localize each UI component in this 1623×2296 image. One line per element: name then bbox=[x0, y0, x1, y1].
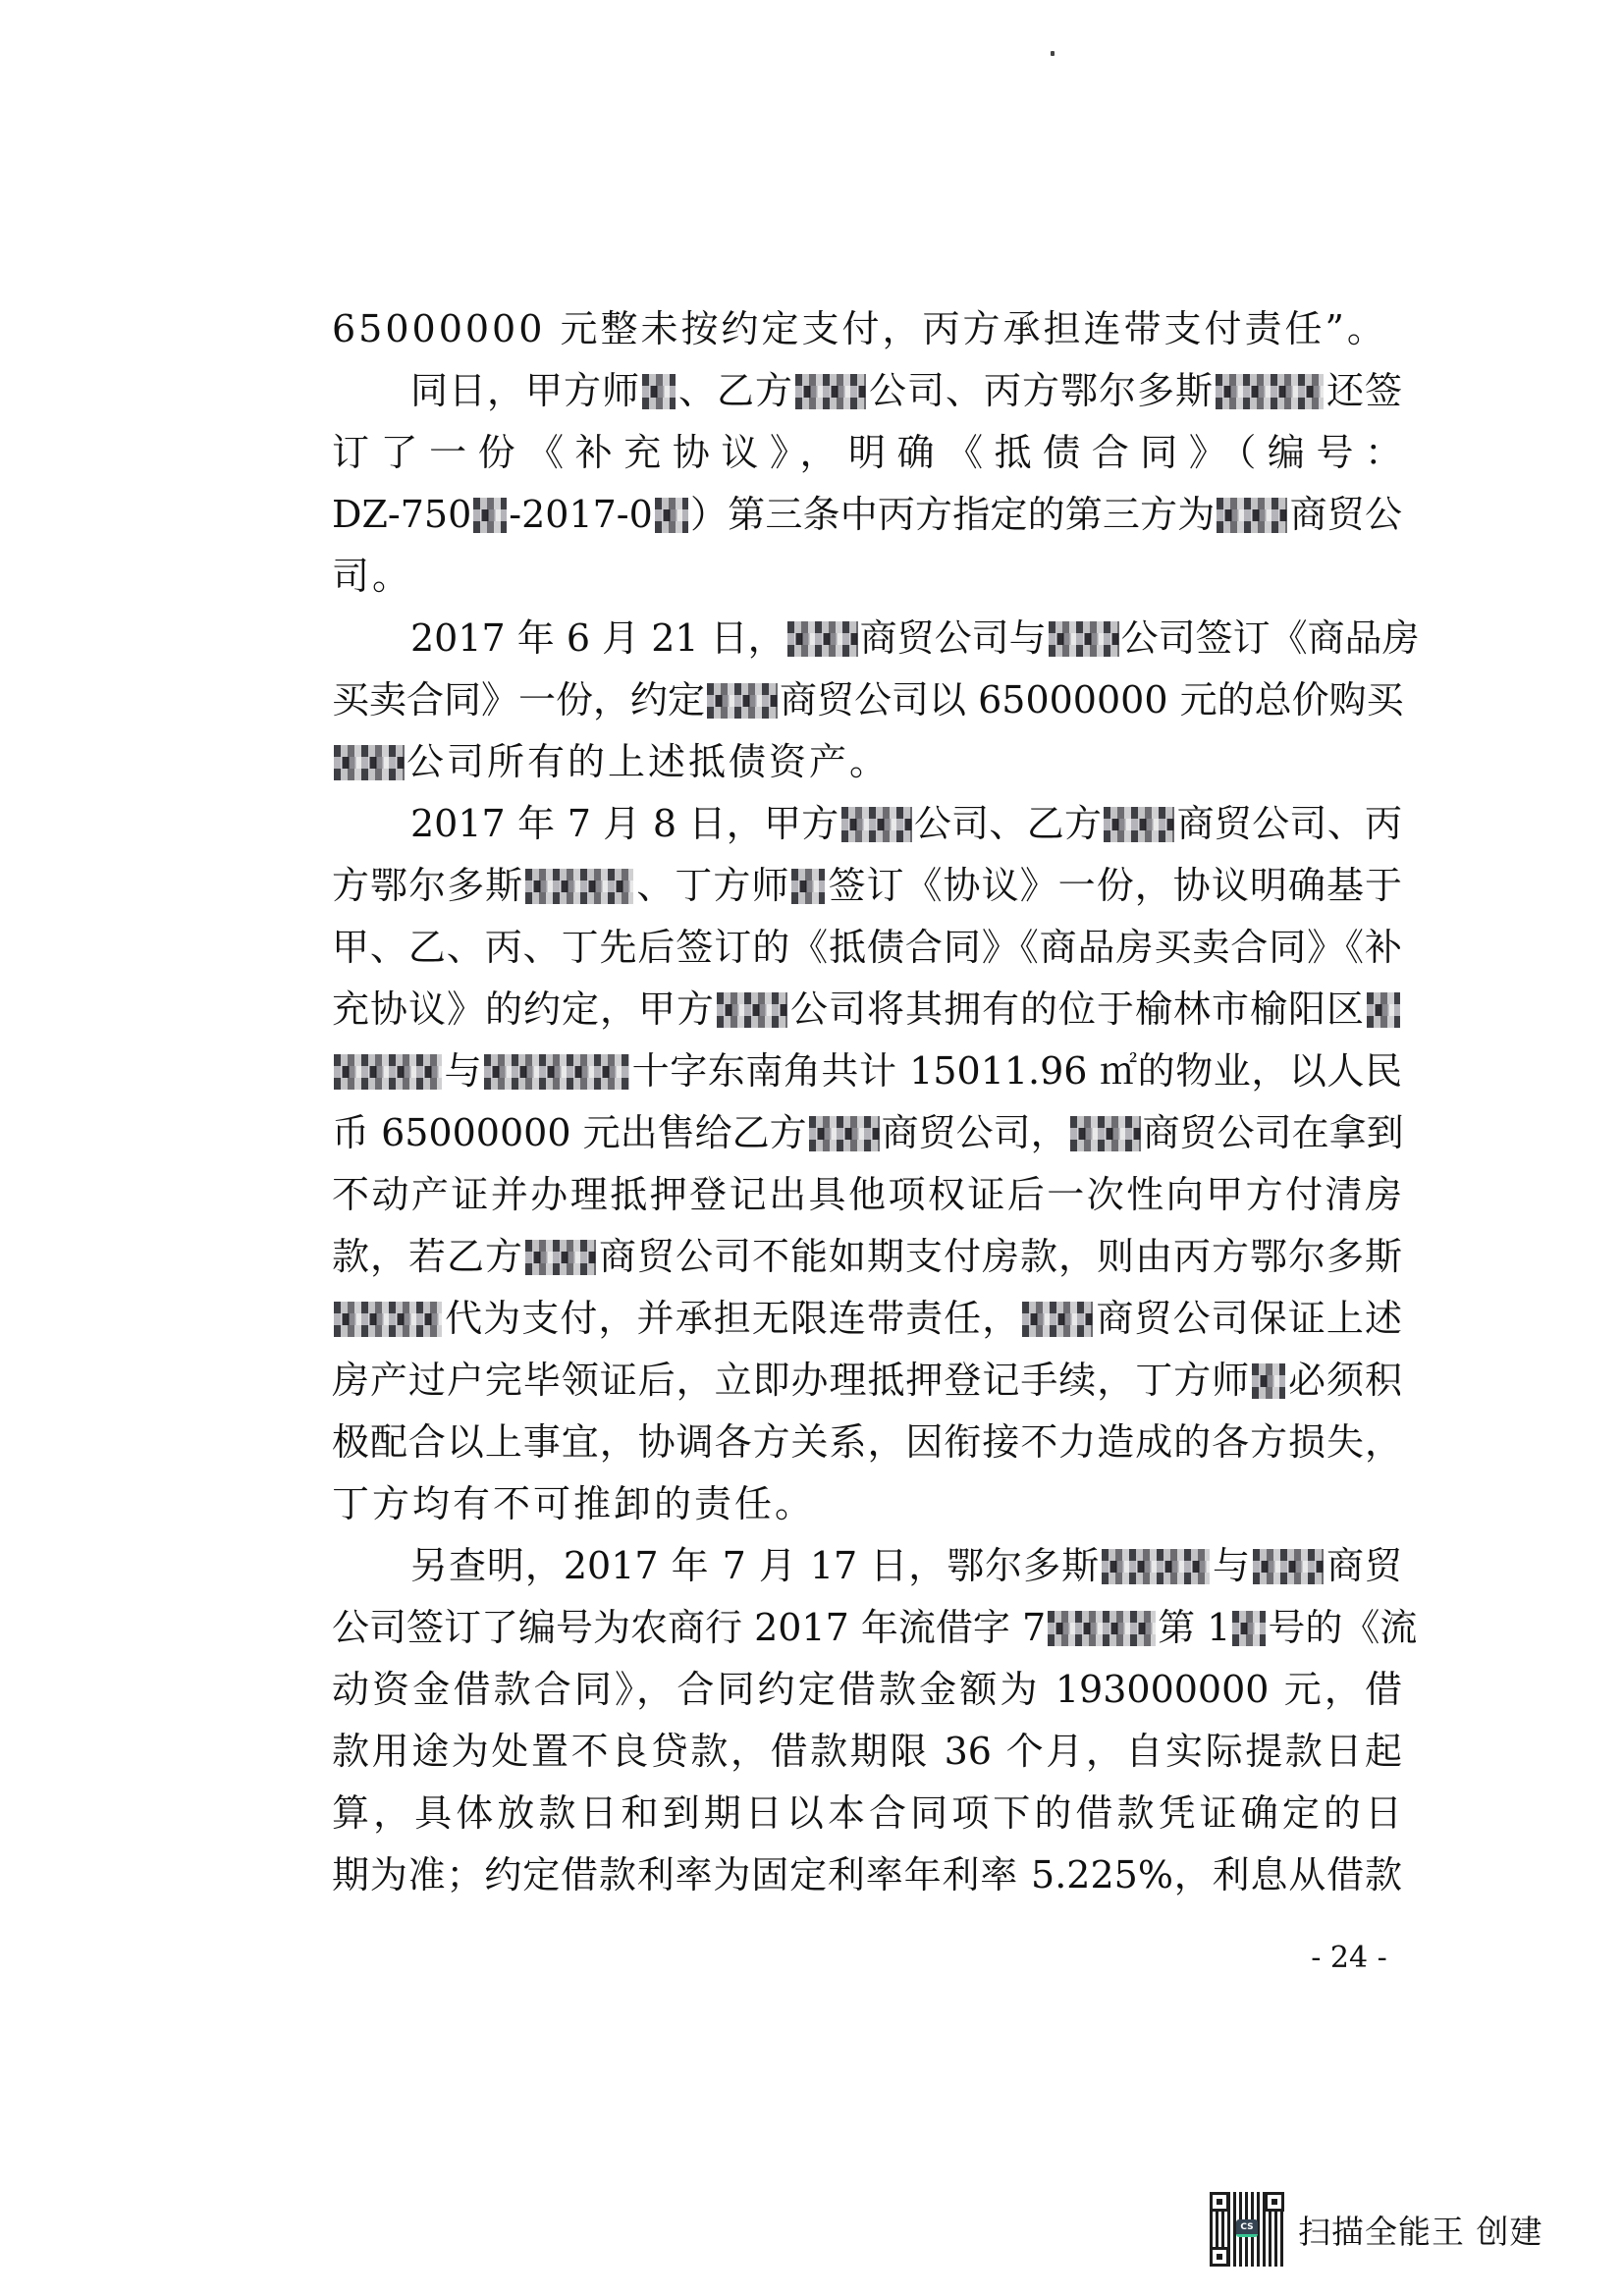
text-segment: 期为准；约定借款利率为固定利率年利率 5.225%，利息从借款 bbox=[332, 1852, 1402, 1896]
text-segment: 商贸公司以 65000000 元的总价购买 bbox=[780, 677, 1404, 721]
text-line bbox=[332, 1288, 1402, 1350]
text-line bbox=[332, 917, 1402, 979]
redacted-text bbox=[1070, 1116, 1141, 1151]
text-segment: 商贸公司保证上述 bbox=[1095, 1296, 1402, 1340]
text-segment: 公司签订《商品房 bbox=[1120, 615, 1420, 660]
text-segment: 同日，甲方师 bbox=[410, 368, 640, 412]
text-segment: 公司、乙方 bbox=[913, 801, 1103, 845]
text-segment: 号的《流 bbox=[1268, 1605, 1418, 1649]
text-line bbox=[410, 1535, 1402, 1597]
redacted-text bbox=[655, 498, 688, 533]
text-line bbox=[332, 1350, 1402, 1412]
redacted-text bbox=[809, 1116, 880, 1151]
text-segment: 另查明，2017 年 7 月 17 日，鄂尔多斯 bbox=[410, 1543, 1101, 1587]
text-segment: 房产过户完毕领证后，立即办理抵押登记手续，丁方师 bbox=[332, 1358, 1251, 1402]
page-number: - 24 - bbox=[1311, 1941, 1387, 1975]
text-line bbox=[410, 793, 1402, 855]
text-line bbox=[332, 1102, 1402, 1164]
qr-finder-pattern bbox=[1210, 2192, 1229, 2212]
text-segment: 必须积 bbox=[1287, 1358, 1402, 1402]
text-segment: 不动产证并办理抵押登记出具他项权证后一次性向甲方付清房 bbox=[332, 1172, 1402, 1216]
redacted-text bbox=[642, 374, 676, 409]
redacted-text bbox=[791, 869, 825, 904]
text-segment: 签订《协议》一份，协议明确基于 bbox=[827, 863, 1402, 907]
text-segment: 65000000 元整未按约定支付，丙方承担连带支付责任”。 bbox=[332, 306, 1387, 350]
text-segment: 方鄂尔多斯 bbox=[332, 863, 524, 907]
text-line bbox=[332, 979, 1402, 1041]
text-segment: 算，具体放款日和到期日以本合同项下的借款凭证确定的日 bbox=[332, 1790, 1402, 1835]
text-line bbox=[332, 1226, 1402, 1288]
redacted-text bbox=[1048, 1611, 1156, 1646]
text-segment: 丁方均有不可推卸的责任。 bbox=[332, 1481, 816, 1525]
redacted-text bbox=[334, 745, 405, 780]
text-line bbox=[332, 1041, 1402, 1102]
redacted-text bbox=[787, 621, 858, 657]
text-segment: 买卖合同》一份，约定 bbox=[332, 677, 706, 721]
text-segment: 与 bbox=[1212, 1543, 1252, 1587]
redacted-text bbox=[1217, 498, 1287, 533]
text-segment: 商贸公司、丙 bbox=[1176, 801, 1402, 845]
text-segment: 与 bbox=[444, 1048, 483, 1093]
text-segment: ）第三条中丙方指定的第三方为 bbox=[689, 492, 1216, 536]
redacted-text bbox=[1049, 621, 1119, 657]
camscanner-logo-icon: CS bbox=[1236, 2219, 1258, 2237]
redacted-text bbox=[1253, 1549, 1324, 1584]
text-segment: 商贸公司在拿到 bbox=[1142, 1110, 1404, 1154]
text-segment: 商贸公 bbox=[1289, 492, 1402, 536]
redacted-text bbox=[1232, 1611, 1266, 1646]
redacted-text bbox=[841, 807, 912, 842]
text-segment: 极配合以上事宜，协调各方关系，因衔接不力造成的各方损失， bbox=[332, 1419, 1402, 1464]
redacted-text bbox=[484, 1054, 629, 1090]
scan-speck bbox=[1051, 51, 1055, 56]
text-segment: 、丁方师 bbox=[635, 863, 790, 907]
redacted-text bbox=[1216, 374, 1324, 409]
text-segment: 公司所有的上述抵债资产。 bbox=[406, 739, 891, 783]
text-line bbox=[410, 608, 1420, 669]
text-segment: DZ-750 bbox=[332, 492, 472, 536]
redacted-text bbox=[707, 683, 778, 719]
redacted-text bbox=[1022, 1302, 1093, 1337]
redacted-text bbox=[473, 498, 507, 533]
text-segment: 商贸 bbox=[1325, 1543, 1402, 1587]
text-segment: 2017 年 6 月 21 日， bbox=[410, 615, 785, 660]
text-line bbox=[410, 360, 1402, 422]
text-line bbox=[332, 1164, 1402, 1226]
redacted-text bbox=[717, 992, 787, 1028]
scanner-watermark bbox=[1210, 2191, 1543, 2268]
text-segment: 币 65000000 元出售给乙方 bbox=[332, 1110, 807, 1154]
text-segment: 甲、乙、丙、丁先后签订的《抵债合同》《商品房买卖合同》《补 bbox=[332, 925, 1402, 969]
text-line bbox=[332, 855, 1402, 917]
text-segment: -2017-0 bbox=[509, 492, 653, 536]
text-segment: 商贸公司与 bbox=[859, 615, 1047, 660]
redacted-text bbox=[525, 869, 633, 904]
text-line bbox=[332, 1721, 1402, 1783]
text-segment: 商贸公司， bbox=[881, 1110, 1068, 1154]
qr-finder-pattern bbox=[1210, 2247, 1229, 2267]
watermark-text: 扫描全能王 创建 bbox=[1298, 2212, 1543, 2251]
text-segment: 商贸公司不能如期支付房款，则由丙方鄂尔多斯 bbox=[598, 1234, 1402, 1278]
text-line bbox=[332, 1597, 1418, 1659]
redacted-text bbox=[525, 1240, 596, 1275]
text-segment: 、乙方 bbox=[676, 368, 793, 412]
redacted-text bbox=[1367, 992, 1400, 1028]
text-segment: 充协议》的约定，甲方 bbox=[332, 987, 715, 1031]
text-line bbox=[332, 669, 1402, 731]
text-line bbox=[332, 484, 1402, 546]
text-segment: 司。 bbox=[332, 554, 413, 598]
text-line bbox=[332, 1844, 1402, 1906]
text-segment: 代为支付，并承担无限连带责任， bbox=[444, 1296, 1021, 1340]
redacted-text bbox=[1102, 1549, 1210, 1584]
redacted-text bbox=[334, 1302, 442, 1337]
text-segment: 公司、丙方鄂尔多斯 bbox=[867, 368, 1214, 412]
text-line bbox=[332, 1783, 1402, 1844]
text-line bbox=[332, 546, 1402, 608]
text-line bbox=[332, 1473, 1402, 1535]
qr-finder-pattern bbox=[1265, 2192, 1284, 2212]
text-segment: 第 1 bbox=[1158, 1605, 1231, 1649]
text-segment: 还签 bbox=[1325, 368, 1402, 412]
text-line bbox=[332, 731, 1402, 793]
text-line bbox=[332, 298, 1402, 360]
text-segment: 2017 年 7 月 8 日，甲方 bbox=[410, 801, 839, 845]
text-segment: 公司将其拥有的位于榆林市榆阳区 bbox=[789, 987, 1365, 1031]
redacted-text bbox=[334, 1054, 442, 1090]
text-segment: 十字东南角共计 15011.96 ㎡的物业，以人民 bbox=[631, 1048, 1402, 1093]
text-segment: 款用途为处置不良贷款，借款期限 36 个月，自实际提款日起 bbox=[332, 1729, 1402, 1773]
redacted-text bbox=[795, 374, 866, 409]
text-segment: 公司签订了编号为农商行 2017 年流借字 7 bbox=[332, 1605, 1047, 1649]
text-line bbox=[332, 1659, 1402, 1721]
redacted-text bbox=[1252, 1363, 1285, 1399]
text-segment: 动资金借款合同》，合同约定借款金额为 193000000 元，借 bbox=[332, 1667, 1402, 1711]
text-segment: 订了一份《补充协议》，明确《抵债合同》（编号： bbox=[332, 430, 1402, 474]
qr-code-icon bbox=[1210, 2192, 1284, 2267]
text-line bbox=[332, 422, 1402, 484]
redacted-text bbox=[1104, 807, 1174, 842]
text-line bbox=[332, 1412, 1402, 1473]
text-segment: 款，若乙方 bbox=[332, 1234, 523, 1278]
